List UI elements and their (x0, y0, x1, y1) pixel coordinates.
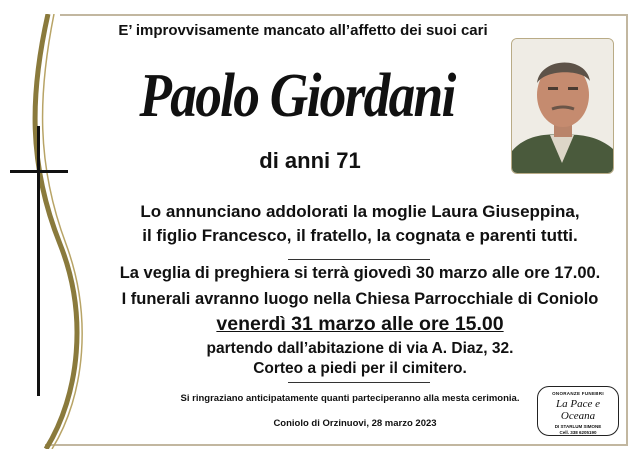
logo-line-3: DI STARLUM SIMONE (554, 424, 602, 429)
frame-bottom-line (45, 444, 628, 446)
place-date-text: Coniolo di Orzinuovi, 28 marzo 2023 (273, 418, 437, 429)
age-text: di anni 71 (259, 148, 361, 173)
cross-icon (10, 126, 68, 396)
separator-line (288, 259, 430, 260)
funeral-text: I funerali avranno luogo nella Chiesa Parrocchiale di Coniolo (121, 290, 599, 308)
logo-line-1: ONORANZE FUNEBRI (552, 391, 604, 396)
departure-text: partendo dall’abitazione di via A. Diaz, 32. (206, 340, 514, 357)
portrait-photo (511, 38, 614, 174)
separator-line (288, 382, 430, 383)
deceased-name: Paolo Giordani (139, 62, 455, 130)
logo-phone: Cell. 338 6205190 (559, 430, 597, 435)
funeral-date: venerdì 31 marzo alle ore 15.00 (216, 313, 504, 335)
logo-brand: La Pace e Oceana (556, 398, 600, 422)
cortege-text: Corteo a piedi per il cimitero. (253, 360, 467, 377)
vigil-text: La veglia di preghiera si terrà giovedì 30 marzo alle ore 17.00. (119, 264, 601, 282)
announcement-line-1: Lo annunciano addolorati la moglie Laura Giuseppina, (140, 202, 580, 221)
funeral-home-logo (537, 386, 619, 436)
thanks-text: Si ringraziano anticipatamente quanti parteciperanno alla mesta cerimonia. (180, 393, 520, 404)
frame-top-line (60, 14, 626, 16)
intro-text: E’ improvvisamente mancato all’affetto dei suoi cari (118, 22, 488, 39)
announcement-line-2: il figlio Francesco, il fratello, la cognata e parenti tutti. (142, 226, 578, 245)
frame-right-line (626, 14, 628, 444)
